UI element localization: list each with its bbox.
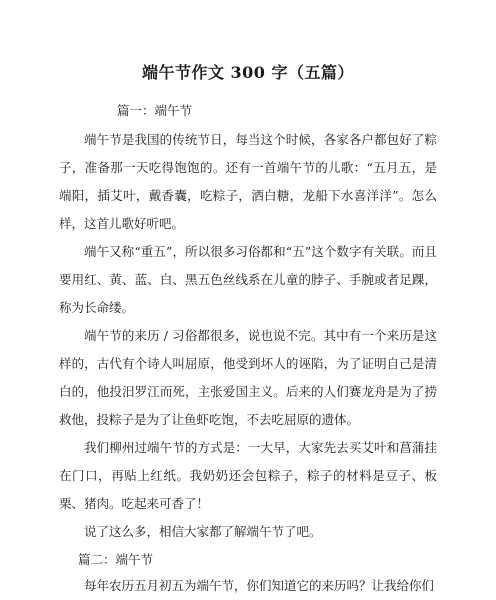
section-1-paragraph-3: 端午节的来历 / 习俗都很多，说也说不完。其中有一个来历是这样的，古代有个诗人叫屈原，他受到坏人的诬陷，为了证明自己是清白的，他投汨罗江而死，主张爱国主义。后来的人们赛龙舟是为了捞救他，投粽子是为了让鱼虾吃饱，不去吃屈原的遗体。 [59, 328, 437, 427]
section-2-heading: 篇二：端午节 [78, 552, 154, 567]
section-1-heading: 篇一：端午节 [117, 103, 193, 118]
document-title: 端午节作文 300 字（五篇） [141, 63, 355, 82]
section-1-paragraph-4: 我们柳州过端午节的方式是：一大早，大家先去买艾叶和菖蒲挂在门口，再贴上红纸。我奶奶还会包粽子，粽子的材料是豆子、板栗、猪肉。吃起来可香了！ [59, 440, 437, 511]
section-1-paragraph-1: 端午节是我国的传统节日，每当这个时候，各家各户都包好了粽子，准备那一天吃得饱饱的。还有一首端午节的儿歌：“五月五，是端阳，插艾叶，戴香囊，吃粽子，洒白糖，龙船下水喜洋洋”。怎么样，这首儿歌好听吧。 [59, 132, 437, 231]
section-1-paragraph-5: 说了这么多，相信大家都了解端午节了吧。 [84, 524, 322, 539]
section-2-paragraph-1: 每年农历五月初五为端午节，你们知道它的来历吗？让我给你们 [84, 578, 435, 593]
section-1-paragraph-2: 端午又称“重五”，所以很多习俗都和“五”这个数字有关联。而且要用红、黄、蓝、白、黑五色丝线系在儿童的脖子、手腕或者足踝，称为长命缕。 [59, 244, 437, 315]
